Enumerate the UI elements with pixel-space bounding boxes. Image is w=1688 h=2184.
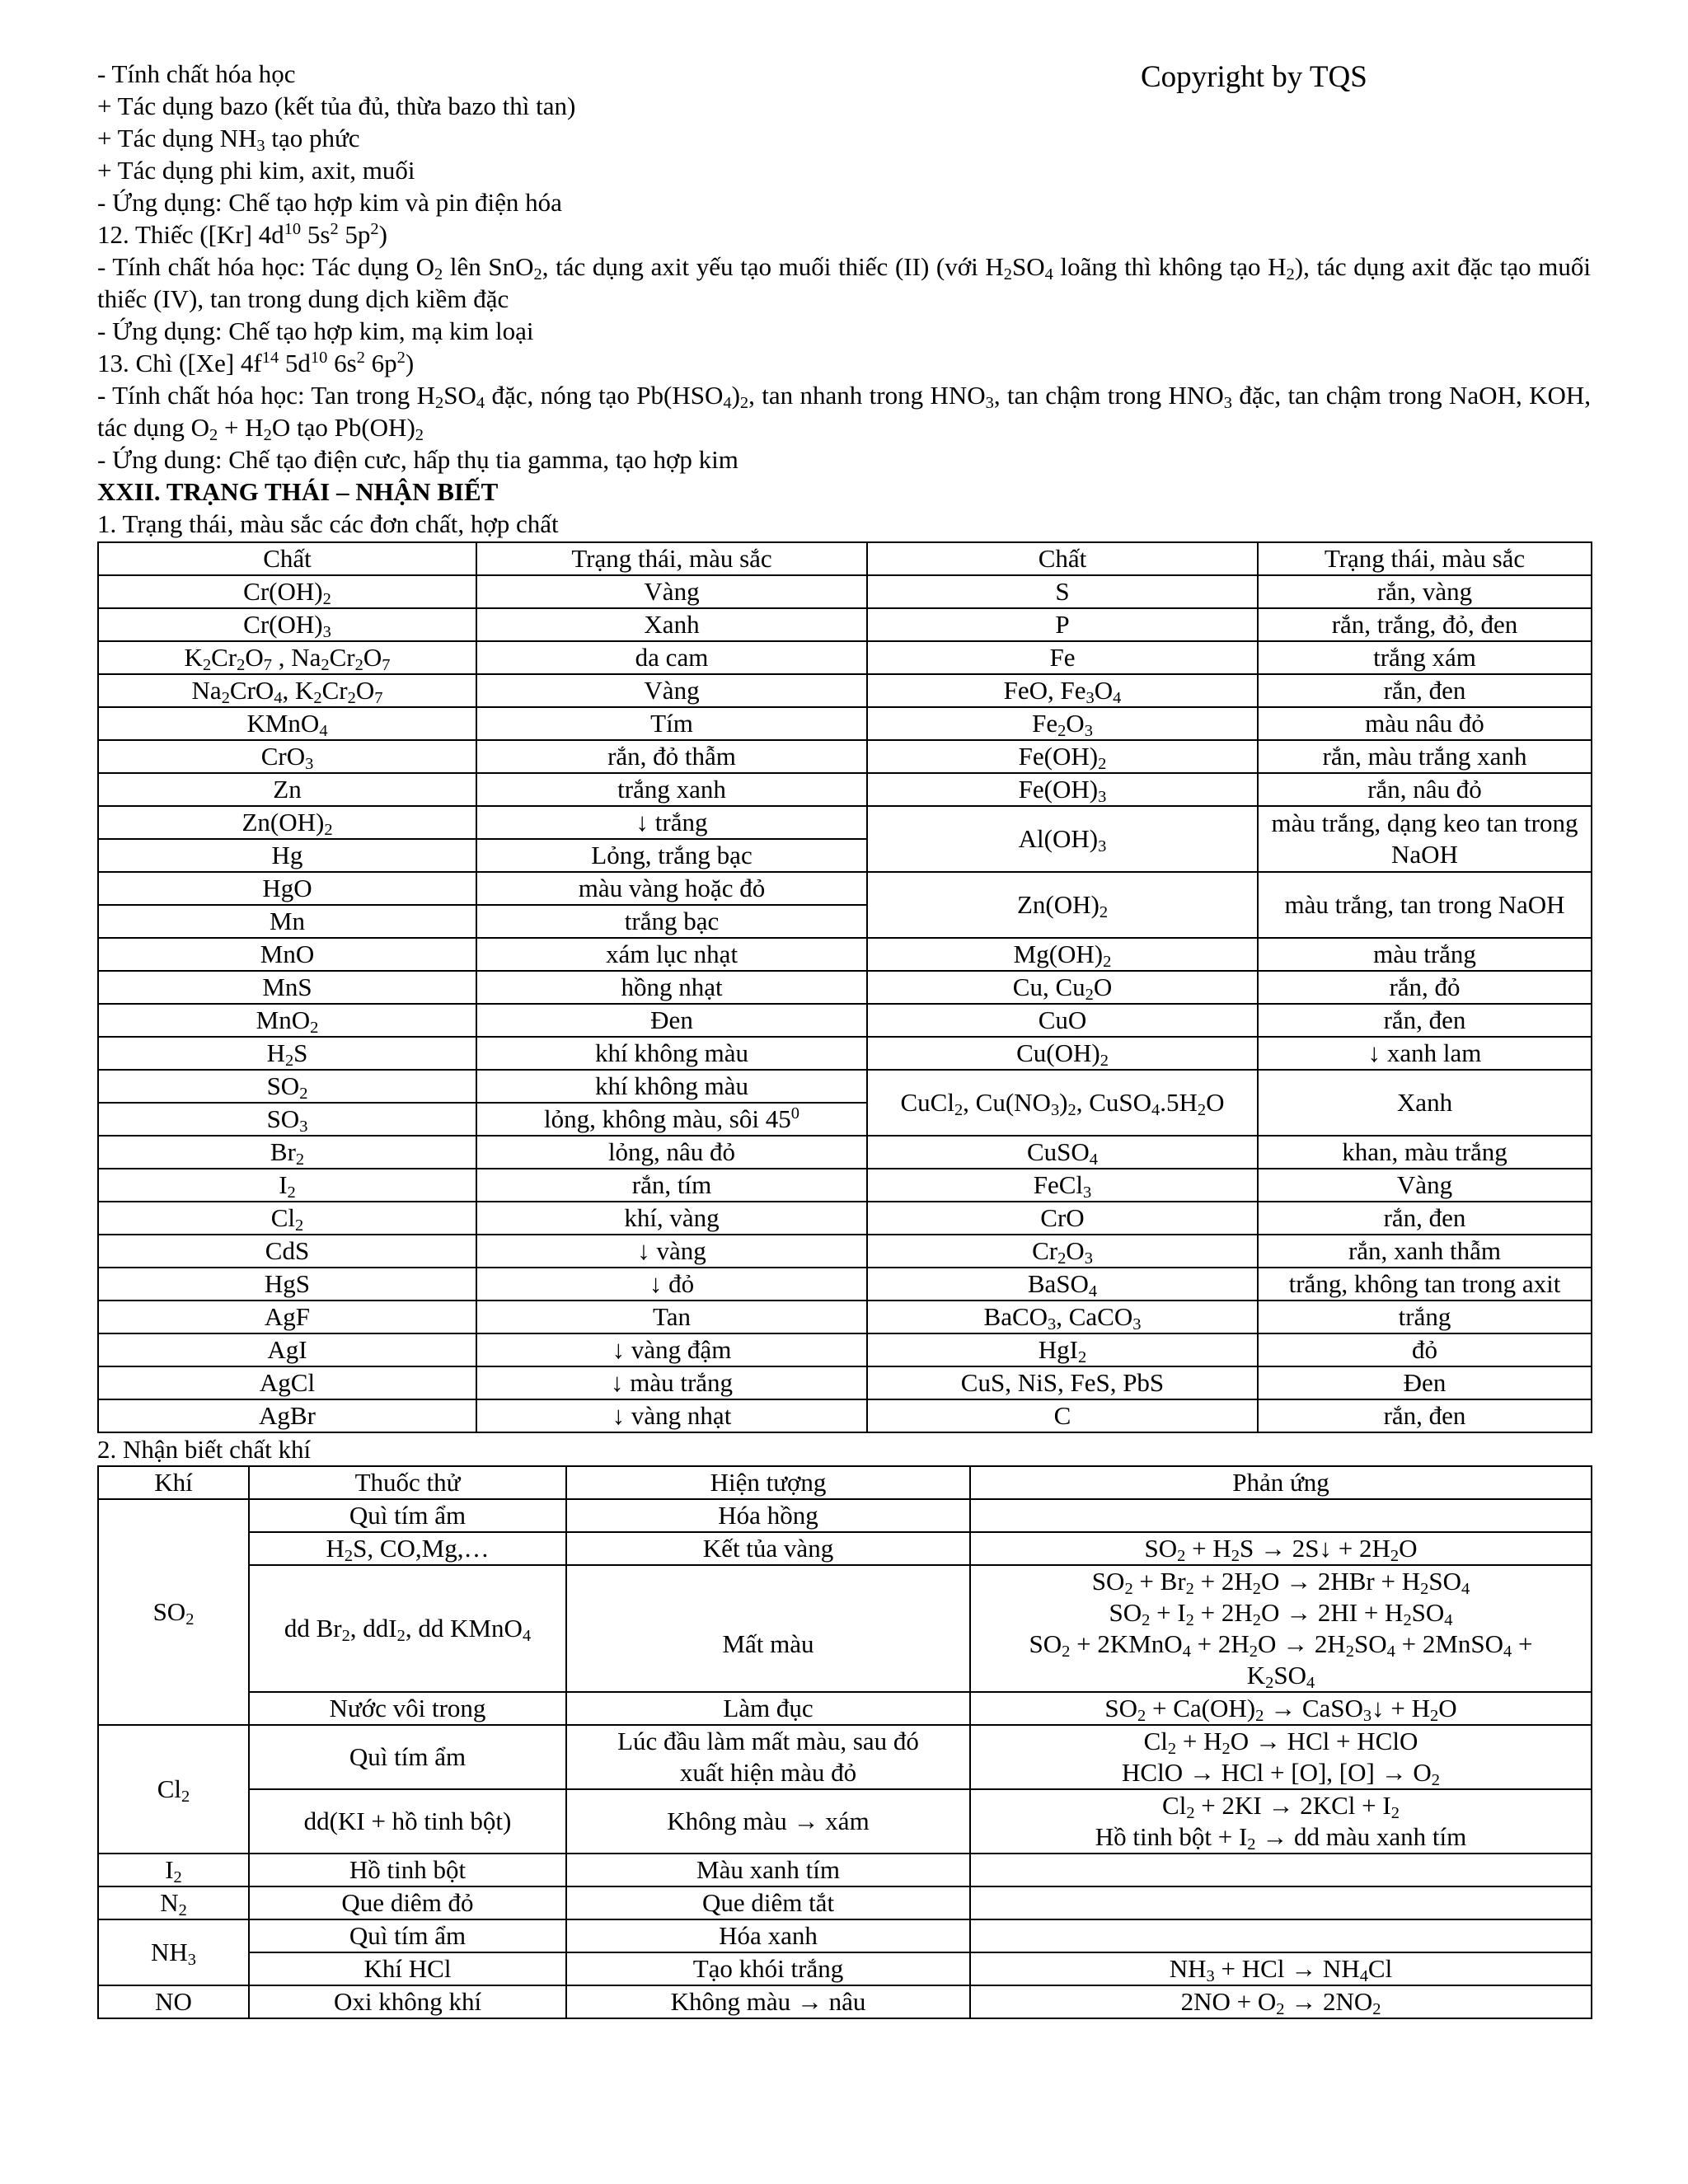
table-row (98, 806, 1592, 839)
state-cell: Xanh (1258, 1070, 1592, 1136)
state-cell: Xanh (476, 608, 867, 641)
table-row (98, 1202, 1592, 1235)
state-cell: trắng, không tan trong axit (1258, 1268, 1592, 1301)
substance-cell: $SO_3$ (98, 1103, 476, 1136)
table-row (98, 1692, 1592, 1725)
reagent-cell: Oxi không khí (249, 1985, 566, 2018)
column-header: Chất (98, 542, 476, 575)
subsection-1-title: 1. Trạng thái, màu sắc các đơn chất, hợp chất (97, 509, 559, 538)
substance-cell: KMnO$_4$ (98, 707, 476, 740)
text-line: + Tác dụng phi kim, axit, muối (97, 156, 415, 185)
state-cell: hồng nhạt (476, 971, 867, 1004)
column-header: Khí (98, 1466, 249, 1499)
substance-cell: FeO, $Fe_3O_4$ (867, 674, 1258, 707)
state-cell: trắng xám (1258, 641, 1592, 674)
state-cell: rắn, đỏ thẫm (476, 740, 867, 773)
reaction-cell (970, 1854, 1592, 1886)
reaction-cell: $Cl_2 + H_2O$ → HCl + HClO HClO → HCl + [O], $[O] \to O_2$ (970, 1725, 1592, 1789)
substance-cell: MnO (98, 938, 476, 971)
phenomenon-cell: Kết tủa vàng (566, 1532, 970, 1565)
state-cell: khí không màu (476, 1037, 867, 1070)
phenomenon-cell: Không màu → nâu (566, 1985, 970, 2018)
state-cell: rắn, đỏ (1258, 971, 1592, 1004)
substance-cell: BaSO$_4$ (867, 1268, 1258, 1301)
reaction-cell: $SO_2 + H_2S$ → 2S↓ + $2H_2O$ (970, 1532, 1592, 1565)
substance-cell: MnS (98, 971, 476, 1004)
substance-cell: CuCl$_2$, $Cu(NO_3)_2$, $CuSO_4.5H_2O$ (867, 1070, 1258, 1136)
state-cell: trắng bạc (476, 905, 867, 938)
state-cell: rắn, vàng (1258, 575, 1592, 608)
state-cell: rắn, xanh thẫm (1258, 1235, 1592, 1268)
state-cell: Đen (1258, 1366, 1592, 1399)
reaction-cell (970, 1919, 1592, 1952)
column-header: Phản ứng (970, 1466, 1592, 1499)
state-cell: ↓ vàng đậm (476, 1333, 867, 1366)
substance-cell: $Al(OH)_3$ (867, 806, 1258, 872)
substance-cell: P (867, 608, 1258, 641)
gas-cell: $N_2$ (98, 1886, 249, 1919)
gas-cell: $SO_2$ (98, 1499, 249, 1725)
reaction-cell: $SO_2 + Br_2 + 2H_2O \to 2HBr + H_2SO_4$ $SO_2 + I_2 + 2H_2O \to 2HI + H_2SO_4$ $SO_2$ + 2KMnO$_4$ + $2H_2O \to 2H_2SO_4$ + 2MnSO$_4$ + $K_2SO_4$ (970, 1565, 1592, 1692)
column-header: Trạng thái, màu sắc (476, 542, 867, 575)
document-page (97, 58, 1591, 2019)
state-cell: đỏ (1258, 1333, 1592, 1366)
table-row (98, 1037, 1592, 1070)
state-cell: khí không màu (476, 1070, 867, 1103)
state-cell: rắn, đen (1258, 674, 1592, 707)
reagent-cell: Quì tím ẩm (249, 1725, 566, 1789)
substance-cell: $Fe_2O_3$ (867, 707, 1258, 740)
state-cell: màu nâu đỏ (1258, 707, 1592, 740)
substance-cell: $Br_2$ (98, 1136, 476, 1169)
table-row (98, 1565, 1592, 1692)
text-line: - Ứng dụng: Chế tạo hợp kim, mạ kim loại (97, 316, 534, 345)
text-block (97, 58, 1591, 476)
reagent-cell: Hồ tinh bột (249, 1854, 566, 1886)
substance-cell: AgCl (98, 1366, 476, 1399)
substance-cell: Fe (867, 641, 1258, 674)
text-line: - Tính chất hóa học: Tan trong $H_2SO_4$ đặc, nóng tạo $Pb(HSO_4)_2$, tan nhanh trong $HNO_3$, tan chậm trong $HNO_3$ đặc, tan chậm trong NaOH, KOH, tác dụng $O_2 + H_2O$ tạo $Pb(OH)_2$ (97, 381, 1592, 445)
substance-cell: Zn (98, 773, 476, 806)
phenomenon-cell: Que diêm tắt (566, 1886, 970, 1919)
substance-cell: $Cr_2O_3$ (867, 1235, 1258, 1268)
section-title: XXII. TRẠNG THÁI – NHẬN BIẾT (97, 477, 499, 506)
table-header-row (98, 542, 1592, 575)
table-row (98, 1499, 1592, 1532)
text-line: + Tác dụng $NH_3$ tạo phức (97, 124, 360, 156)
table-row (98, 1725, 1592, 1789)
text-line: 12. Thiếc ([Kr] $4d^{10}$ $5s^2$ $5p^2$) (97, 219, 387, 249)
substance-cell: FeCl$_3$ (867, 1169, 1258, 1202)
reaction-cell (970, 1499, 1592, 1532)
reaction-cell: $Cl_2 + 2KI \to 2KCl + I_2$ Hồ tinh bột + $I_2$ → dd màu xanh tím (970, 1789, 1592, 1854)
reagent-cell: dd(KI + hồ tinh bột) (249, 1789, 566, 1854)
gas-cell: $NH_3$ (98, 1919, 249, 1985)
substance-cell: $Zn(OH)_2$ (867, 872, 1258, 938)
substance-cell: $Cr(OH)_3$ (98, 608, 476, 641)
phenomenon-cell: Tạo khói trắng (566, 1952, 970, 1985)
substance-cell: CuS, NiS, FeS, PbS (867, 1366, 1258, 1399)
state-cell: ↓ vàng nhạt (476, 1399, 867, 1432)
state-cell: Vàng (1258, 1169, 1592, 1202)
table-row (98, 1235, 1592, 1268)
state-cell: rắn, tím (476, 1169, 867, 1202)
table-row (98, 1301, 1592, 1333)
state-cell: màu trắng, tan trong NaOH (1258, 872, 1592, 938)
state-cell: Vàng (476, 674, 867, 707)
state-cell: Tan (476, 1301, 867, 1333)
substance-cell: CrO (867, 1202, 1258, 1235)
copyright-label: Copyright by TQS (1141, 60, 1367, 94)
phenomenon-cell: Hóa hồng (566, 1499, 970, 1532)
table-row (98, 575, 1592, 608)
table-row (98, 674, 1592, 707)
reagent-cell: Nước vôi trong (249, 1692, 566, 1725)
table-row (98, 971, 1592, 1004)
reagent-cell: Khí HCl (249, 1952, 566, 1985)
phenomenon-cell: Mất màu (566, 1565, 970, 1692)
reagent-cell: $H_2S$, CO,Mg,… (249, 1532, 566, 1565)
substance-cell: Cu, $Cu_2O$ (867, 971, 1258, 1004)
text-line: - Tính chất hóa học (97, 59, 296, 88)
gas-cell: $I_2$ (98, 1854, 249, 1886)
table-row (98, 1169, 1592, 1202)
substance-cell: AgI (98, 1333, 476, 1366)
table-row (98, 1886, 1592, 1919)
table-row (98, 1004, 1592, 1037)
text-line: - Tính chất hóa học: Tác dụng $O_2$ lên SnO$_2$, tác dụng axit yếu tạo muối thiếc (II) (với $H_2SO_4$ loãng thì không tạo $H_2$), tác dụng axit đặc tạo muối thiếc (IV), tan trong dung dịch kiềm đặc (97, 252, 1592, 313)
substance-cell: BaCO$_3$, CaCO$_3$ (867, 1301, 1258, 1333)
reaction-cell: $2NO + O_2 \to 2NO_2$ (970, 1985, 1592, 2018)
state-cell: lỏng, không màu, sôi $45^0$ (476, 1103, 867, 1136)
phenomenon-cell: Lúc đầu làm mất màu, sau đó xuất hiện màu đỏ (566, 1725, 970, 1789)
state-cell: lỏng, nâu đỏ (476, 1136, 867, 1169)
substance-cell: MnO$_2$ (98, 1004, 476, 1037)
table-row (98, 872, 1592, 905)
substance-cell: CdS (98, 1235, 476, 1268)
substance-cell: $Cl_2$ (98, 1202, 476, 1235)
table-row (98, 1366, 1592, 1399)
substance-cell: CuSO$_4$ (867, 1136, 1258, 1169)
substance-cell: $Na_2CrO_4$, $K_2Cr_2O_7$ (98, 674, 476, 707)
reaction-cell: $SO_2 + Ca(OH)_2$ → CaSO$_3$↓ + $H_2O$ (970, 1692, 1592, 1725)
state-cell: rắn, nâu đỏ (1258, 773, 1592, 806)
state-cell: ↓ xanh lam (1258, 1037, 1592, 1070)
column-header: Thuốc thử (249, 1466, 566, 1499)
substance-cell: $Cu(OH)_2$ (867, 1037, 1258, 1070)
table-header-row (98, 1466, 1592, 1499)
table-row (98, 1789, 1592, 1854)
substance-cell: Mn (98, 905, 476, 938)
state-cell: Đen (476, 1004, 867, 1037)
table-row (98, 740, 1592, 773)
text-line: + Tác dụng bazo (kết tủa đủ, thừa bazo thì tan) (97, 91, 576, 120)
state-color-table (97, 541, 1592, 1433)
substance-cell: CrO$_3$ (98, 740, 476, 773)
substance-cell: $Fe(OH)_2$ (867, 740, 1258, 773)
reaction-cell (970, 1886, 1592, 1919)
state-cell: màu vàng hoặc đỏ (476, 872, 867, 905)
table-row (98, 707, 1592, 740)
text-line: - Ứng dung: Chế tạo điện cưc, hấp thụ tia gamma, tạo hợp kim (97, 445, 738, 474)
reagent-cell: Que diêm đỏ (249, 1886, 566, 1919)
reagent-cell: Quì tím ẩm (249, 1919, 566, 1952)
gas-cell: $Cl_2$ (98, 1725, 249, 1854)
state-cell: khí, vàng (476, 1202, 867, 1235)
phenomenon-cell: Hóa xanh (566, 1919, 970, 1952)
state-cell: trắng (1258, 1301, 1592, 1333)
phenomenon-cell: Màu xanh tím (566, 1854, 970, 1886)
subsection-2-title: 2. Nhận biết chất khí (97, 1435, 312, 1464)
substance-cell: AgBr (98, 1399, 476, 1432)
table-row (98, 773, 1592, 806)
table-row (98, 641, 1592, 674)
state-cell: xám lục nhạt (476, 938, 867, 971)
substance-cell: $I_2$ (98, 1169, 476, 1202)
state-cell: rắn, trắng, đỏ, đen (1258, 608, 1592, 641)
substance-cell: $Zn(OH)_2$ (98, 806, 476, 839)
substance-cell: HgI$_2$ (867, 1333, 1258, 1366)
substance-cell: $K_2Cr_2O_7$ , $Na_2Cr_2O_7$ (98, 641, 476, 674)
state-cell: ↓ màu trắng (476, 1366, 867, 1399)
table-row (98, 1985, 1592, 2018)
reagent-cell: Quì tím ẩm (249, 1499, 566, 1532)
phenomenon-cell: Không màu → xám (566, 1789, 970, 1854)
column-header: Hiện tượng (566, 1466, 970, 1499)
column-header: Trạng thái, màu sắc (1258, 542, 1592, 575)
reaction-cell: $NH_3$ + HCl → $NH_4Cl$ (970, 1952, 1592, 1985)
table-row (98, 1268, 1592, 1301)
state-cell: da cam (476, 641, 867, 674)
substance-cell: HgO (98, 872, 476, 905)
table-row (98, 1399, 1592, 1432)
substance-cell: S (867, 575, 1258, 608)
state-cell: rắn, màu trắng xanh (1258, 740, 1592, 773)
substance-cell: HgS (98, 1268, 476, 1301)
state-cell: Lỏng, trắng bạc (476, 839, 867, 872)
column-header: Chất (867, 542, 1258, 575)
state-cell: ↓ trắng (476, 806, 867, 839)
state-cell: rắn, đen (1258, 1004, 1592, 1037)
substance-cell: $Fe(OH)_3$ (867, 773, 1258, 806)
text-line: - Ứng dụng: Chế tạo hợp kim và pin điện hóa (97, 188, 562, 217)
state-cell: màu trắng, dạng keo tan trong NaOH (1258, 806, 1592, 872)
substance-cell: $SO_2$ (98, 1070, 476, 1103)
substance-cell: Hg (98, 839, 476, 872)
phenomenon-cell: Làm đục (566, 1692, 970, 1725)
gas-identification-table (97, 1465, 1592, 2019)
substance-cell: C (867, 1399, 1258, 1432)
table-row (98, 1333, 1592, 1366)
table-row (98, 1919, 1592, 1952)
state-cell: ↓ đỏ (476, 1268, 867, 1301)
substance-cell: AgF (98, 1301, 476, 1333)
reagent-cell: dd $Br_2$, ddI$_2$, dd KMnO$_4$ (249, 1565, 566, 1692)
table-row (98, 1854, 1592, 1886)
state-cell: màu trắng (1258, 938, 1592, 971)
substance-cell: $Mg(OH)_2$ (867, 938, 1258, 971)
table-row (98, 1070, 1592, 1103)
substance-cell: CuO (867, 1004, 1258, 1037)
state-cell: rắn, đen (1258, 1399, 1592, 1432)
state-cell: trắng xanh (476, 773, 867, 806)
state-cell: rắn, đen (1258, 1202, 1592, 1235)
state-cell: ↓ vàng (476, 1235, 867, 1268)
substance-cell: $H_2S$ (98, 1037, 476, 1070)
table-row (98, 608, 1592, 641)
state-cell: Tím (476, 707, 867, 740)
text-line: 13. Chì ([Xe] $4f^{14}$ $5d^{10}$ $6s^2$ $6p^2$) (97, 348, 415, 377)
state-cell: khan, màu trắng (1258, 1136, 1592, 1169)
table-row (98, 1952, 1592, 1985)
table-row (98, 938, 1592, 971)
substance-cell: $Cr(OH)_2$ (98, 575, 476, 608)
table-row (98, 1532, 1592, 1565)
table-row (98, 1136, 1592, 1169)
state-cell: Vàng (476, 575, 867, 608)
gas-cell: NO (98, 1985, 249, 2018)
